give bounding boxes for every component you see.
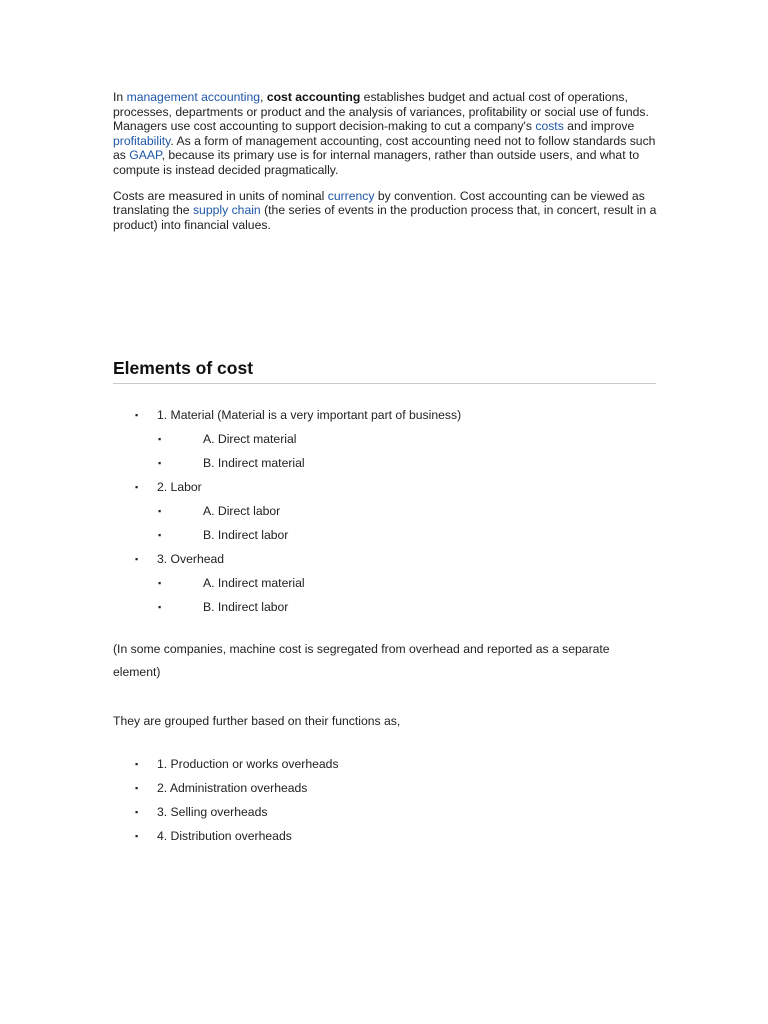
bullet-icon: ▪ (158, 578, 162, 588)
bullet-icon: ▪ (135, 410, 139, 420)
overheads-list (113, 752, 658, 848)
bullet-icon: ▪ (158, 458, 162, 468)
list-item (113, 776, 658, 800)
bullet-icon: ▪ (135, 759, 139, 769)
intro-paragraph-1 (113, 90, 658, 178)
bullet-icon: ▪ (158, 434, 162, 444)
list-item-text: A. Direct material (203, 432, 297, 446)
list-item-text: B. Indirect labor (203, 528, 289, 542)
list-item-text: 3. Overhead (157, 552, 225, 566)
list-item-text: A. Direct labor (203, 504, 281, 518)
bullet-icon: ▪ (158, 530, 162, 540)
grouped-intro: They are grouped further based on their functions as, (113, 714, 401, 728)
sub-list-item (113, 523, 658, 547)
bullet-icon: ▪ (135, 831, 139, 841)
sub-list-item (113, 571, 658, 595)
text-run: In (113, 90, 127, 104)
text-run: , because its primary use is for internal managers, rather than outside users, and what to compute is instead decided pragmatically. (113, 148, 640, 177)
list-item-text: B. Indirect labor (203, 600, 289, 614)
sub-list-item (113, 427, 658, 451)
bullet-icon: ▪ (135, 783, 139, 793)
bullet-icon: ▪ (135, 482, 139, 492)
sub-list-item (113, 451, 658, 475)
list-item (113, 403, 658, 427)
intro-paragraph-2 (113, 189, 658, 233)
text-run: (the series of events in the production process that, in concert, result in a product) into financial values. (113, 203, 657, 232)
text-run: . As a form of management accounting, cost accounting need not to follow standards such as (113, 133, 656, 163)
list-item-text: 1. Material (Material is a very important part of business) (157, 408, 462, 422)
text-run: , (260, 90, 267, 104)
machine-cost-note: (In some companies, machine cost is segregated from overhead and reported as a separate element) (113, 642, 610, 679)
list-item-text: 3. Selling overheads (157, 805, 268, 819)
text-run: establishes budget and actual cost of operations, processes, departments or product and the analysis of variances, profitability or social use of funds. Managers use cost accounting to support decision-making to cut a company's (113, 90, 649, 134)
supply-chain-link[interactable]: supply chain (192, 203, 261, 218)
bullet-icon: ▪ (135, 554, 139, 564)
bullet-icon: ▪ (158, 602, 162, 612)
list-item (113, 547, 658, 571)
text-run: and improve (563, 119, 635, 134)
bullet-icon: ▪ (158, 506, 162, 516)
list-item-text: B. Indirect material (203, 456, 305, 470)
list-item-text: 4. Distribution overheads (157, 829, 292, 843)
management-accounting-link[interactable]: management accounting (126, 90, 261, 104)
section-heading: Elements of cost (113, 358, 656, 384)
list-item (113, 800, 658, 824)
text-run: Costs are measured in units of nominal (113, 188, 328, 203)
profitability-link[interactable]: profitability (113, 133, 171, 148)
bullet-icon: ▪ (135, 807, 139, 817)
list-item (113, 475, 658, 499)
list-item-text: 2. Labor (157, 480, 202, 494)
list-item-text: A. Indirect material (203, 576, 305, 590)
costs-link[interactable]: costs (535, 119, 564, 134)
sub-list-item (113, 499, 658, 523)
text-run: by convention. Cost accounting can be viewed as translating the (113, 188, 645, 218)
currency-link[interactable]: currency (327, 188, 375, 203)
gaap-link[interactable]: GAAP (129, 148, 162, 163)
list-item-text: 2. Administration overheads (157, 781, 308, 795)
list-item (113, 752, 658, 776)
document-page (113, 90, 658, 843)
list-item-text: 1. Production or works overheads (157, 757, 339, 771)
cost-accounting-term: cost accounting (266, 90, 361, 104)
list-item (113, 824, 658, 848)
sub-list-item (113, 595, 658, 619)
elements-of-cost-list (113, 403, 658, 619)
